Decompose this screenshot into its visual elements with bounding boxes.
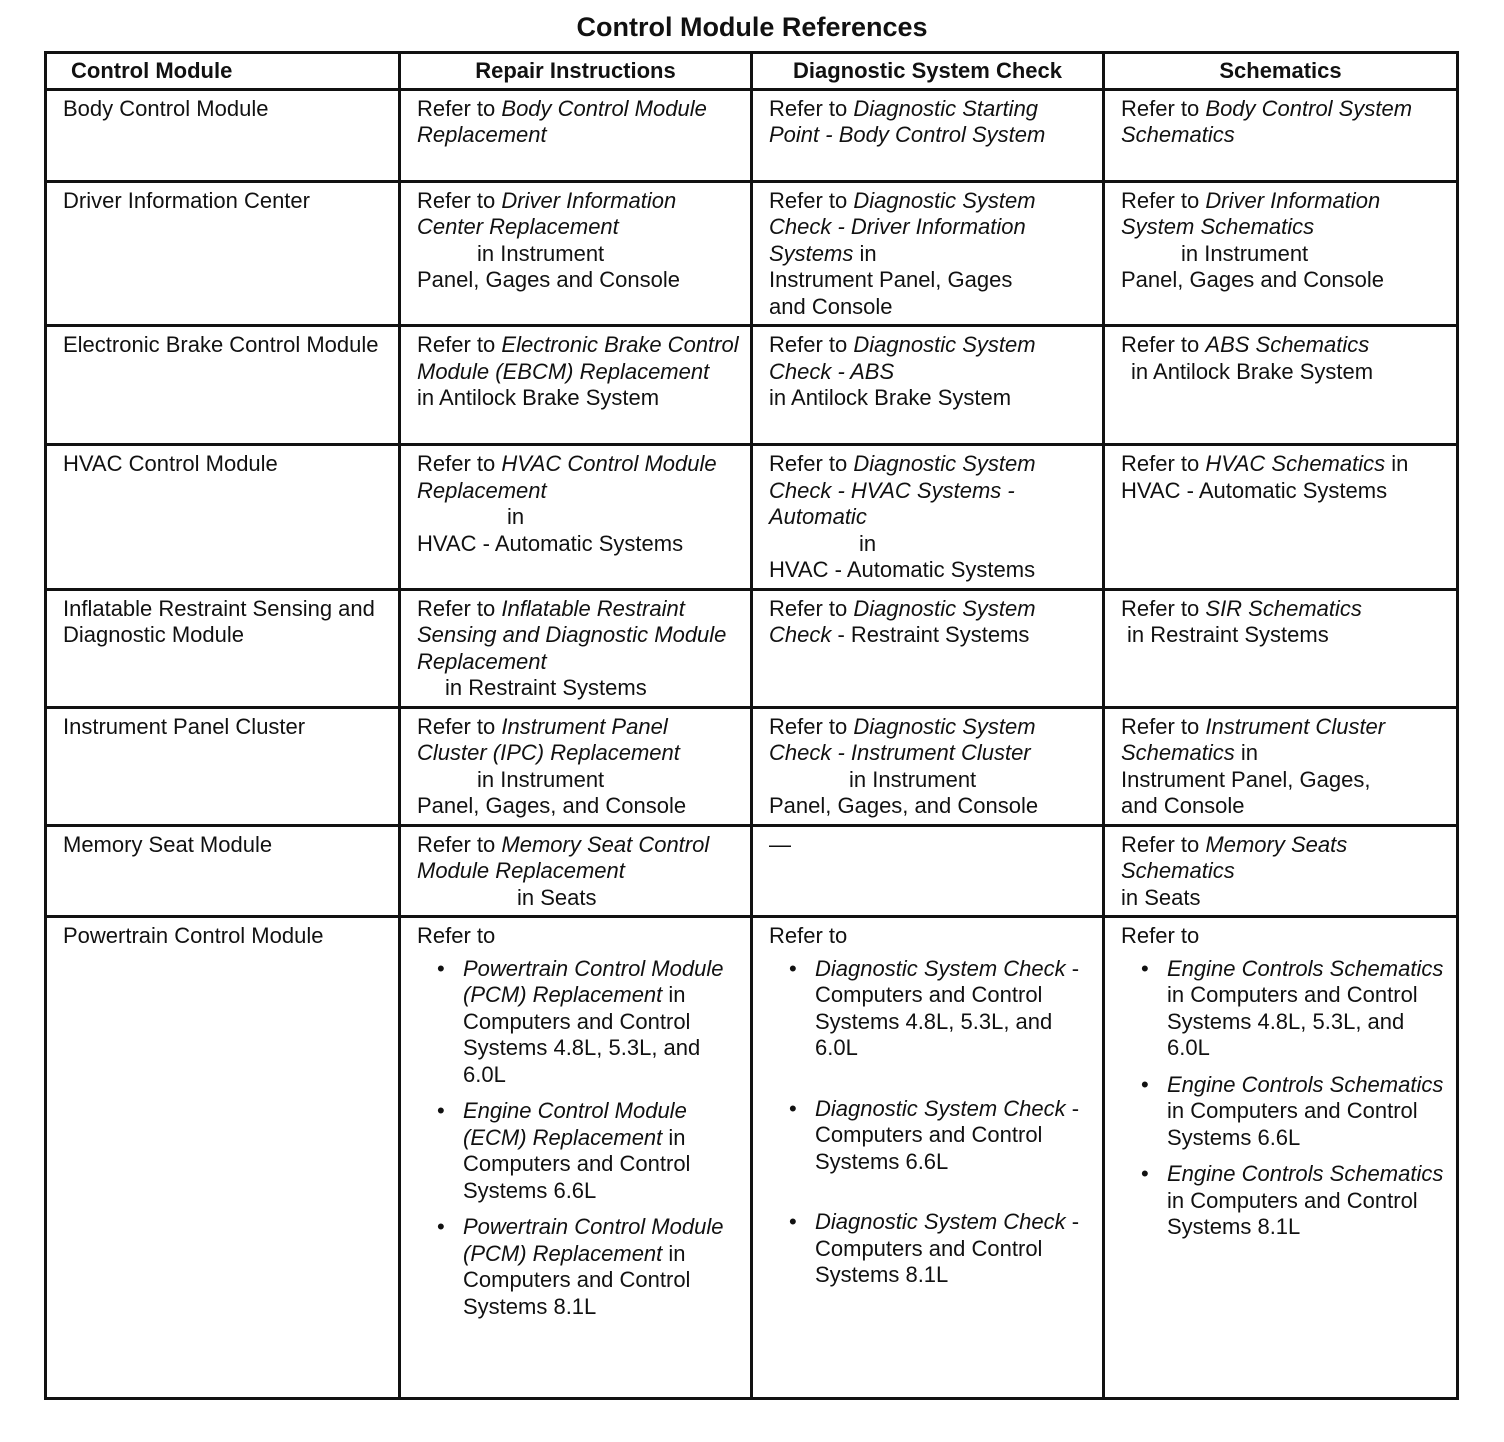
diag-link[interactable]: Diagnostic System Check - ABS — [769, 332, 1036, 384]
header-control-module: Control Module — [46, 53, 400, 90]
module-name: Powertrain Control Module — [46, 917, 400, 1399]
header-diagnostic-system-check: Diagnostic System Check — [752, 53, 1104, 90]
repair-link[interactable]: Memory Seat Control Module Replacement — [417, 831, 710, 883]
table-row — [46, 181, 1458, 326]
diag-link[interactable]: Diagnostic System Check — [815, 1209, 1066, 1234]
module-name: Driver Information Center — [46, 181, 400, 326]
table-row — [46, 825, 1458, 917]
repair-link[interactable]: Powertrain Control Module (PCM) Replacement — [463, 955, 724, 1007]
diag-cell: Refer to Diagnostic System Check - HVAC Systems - Automatic in HVAC - Automatic Systems — [752, 445, 1104, 590]
repair-link[interactable]: Inflatable Restraint Sensing and Diagnostic Module Replacement — [417, 595, 727, 674]
schem-cell: Refer to • Engine Controls Schematics in Computers and Control Systems 4.8L, 5.3L, and 6.0L • Engine Controls Schematics in Computers and Control Systems 6.6L • Engine Controls Schematics in Computers and Control Systems 8.1L — [1104, 917, 1458, 1399]
schem-link[interactable]: SIR Schematics — [1205, 595, 1362, 621]
diag-cell: Refer to • Diagnostic System Check - Computers and Control Systems 4.8L, 5.3L, and 6.0L • Diagnostic System Check - Computers and Control Systems 6.6L • Diagnostic System Check - Computers and Control Systems 8.1L — [752, 917, 1104, 1399]
diag-link[interactable]: Diagnostic System Check - Instrument Cluster — [769, 713, 1036, 765]
empty-dash: — — [769, 831, 791, 857]
repair-cell: Refer to HVAC Control Module Replacement in HVAC - Automatic Systems — [400, 445, 752, 590]
schem-cell: Refer to Driver Information System Schematics in Instrument Panel, Gages and Console — [1104, 181, 1458, 326]
repair-cell: Refer to Inflatable Restraint Sensing and Diagnostic Module Replacement in Restraint Systems — [400, 589, 752, 707]
diag-cell: Refer to Diagnostic System Check - ABS in Antilock Brake System — [752, 326, 1104, 445]
diag-cell: Refer to Diagnostic System Check - Driver Information Systems in Instrument Panel, Gages and Console — [752, 181, 1104, 326]
table-row — [46, 917, 1458, 1399]
schem-link[interactable]: Memory Seats Schematics — [1121, 831, 1348, 883]
diag-link[interactable]: Diagnostic System Check — [815, 1095, 1066, 1121]
repair-link[interactable]: HVAC Control Module Replacement — [417, 451, 717, 503]
module-name: HVAC Control Module — [46, 445, 400, 590]
table-row — [46, 707, 1458, 825]
header-schematics: Schematics — [1104, 53, 1458, 90]
schem-cell: Refer to Instrument Cluster Schematics in Instrument Panel, Gages, and Console — [1104, 707, 1458, 825]
list-item: • Powertrain Control Module (PCM) Replacement in Computers and Control Systems 8.1L — [417, 1214, 742, 1320]
list-item: • Diagnostic System Check - Computers and Control Systems 6.6L — [769, 1096, 1094, 1176]
repair-bullet-list — [417, 956, 742, 1321]
list-item: • Diagnostic System Check - Computers and Control Systems 4.8L, 5.3L, and 6.0L — [769, 956, 1094, 1062]
schem-link[interactable]: Engine Controls Schematics — [1167, 955, 1444, 981]
table-row — [46, 89, 1458, 181]
diag-link[interactable]: Diagnostic System Check — [815, 955, 1066, 981]
schem-link[interactable]: Engine Controls Schematics — [1167, 1161, 1444, 1186]
schem-cell: Refer to Body Control System Schematics — [1104, 89, 1458, 181]
module-name: Body Control Module — [46, 89, 400, 181]
diag-cell — [752, 825, 1104, 917]
list-item: • Diagnostic System Check - Computers and Control Systems 8.1L — [769, 1209, 1094, 1289]
repair-cell: Refer to • Powertrain Control Module (PCM) Replacement in Computers and Control Systems 4.8L, 5.3L, and 6.0L • Engine Control Module (ECM) Replacement in Computers and Control Systems 6.6L • Powertrain Control Module (PCM) Replacement in Computers and Control Systems 8.1L — [400, 917, 752, 1399]
diag-link[interactable]: Diagnostic System Check - Driver Information Systems — [769, 187, 1036, 266]
repair-link[interactable]: Instrument Panel Cluster (IPC) Replacement — [417, 713, 680, 765]
diag-cell: Refer to Diagnostic System Check - Restraint Systems — [752, 589, 1104, 707]
header-row — [46, 53, 1458, 90]
repair-cell: Refer to Memory Seat Control Module Replacement in Seats — [400, 825, 752, 917]
diag-bullet-list — [769, 956, 1094, 1289]
module-name: Electronic Brake Control Module — [46, 326, 400, 445]
repair-cell: Refer to Electronic Brake Control Module (EBCM) Replacement in Antilock Brake System — [400, 326, 752, 445]
diag-link[interactable]: Diagnostic Starting Point - Body Control System — [769, 95, 1046, 147]
list-item: • Engine Controls Schematics in Computers and Control Systems 4.8L, 5.3L, and 6.0L — [1121, 956, 1448, 1062]
module-name: Memory Seat Module — [46, 825, 400, 917]
repair-link[interactable]: Powertrain Control Module (PCM) Replacement — [463, 1214, 724, 1266]
list-item: • Engine Controls Schematics in Computers and Control Systems 8.1L — [1121, 1161, 1448, 1241]
schem-cell: Refer to Memory Seats Schematics in Seats — [1104, 825, 1458, 917]
list-item: • Engine Control Module (ECM) Replacement in Computers and Control Systems 6.6L — [417, 1098, 742, 1204]
schem-link[interactable]: Engine Controls Schematics — [1167, 1071, 1444, 1097]
schem-cell: Refer to SIR Schematics in Restraint Systems — [1104, 589, 1458, 707]
schem-link[interactable]: Instrument Cluster Schematics — [1121, 713, 1386, 765]
schem-cell: Refer to HVAC Schematics in HVAC - Automatic Systems — [1104, 445, 1458, 590]
header-repair-instructions: Repair Instructions — [400, 53, 752, 90]
repair-cell: Refer to Body Control Module Replacement — [400, 89, 752, 181]
repair-cell: Refer to Instrument Panel Cluster (IPC) Replacement in Instrument Panel, Gages, and Console — [400, 707, 752, 825]
list-item: • Engine Controls Schematics in Computers and Control Systems 6.6L — [1121, 1072, 1448, 1152]
schem-link[interactable]: ABS Schematics — [1205, 332, 1370, 357]
repair-link[interactable]: Engine Control Module (ECM) Replacement — [463, 1098, 687, 1150]
control-module-table — [44, 51, 1459, 1400]
repair-link[interactable]: Body Control Module Replacement — [417, 95, 707, 147]
diag-link[interactable]: Diagnostic System Check - HVAC Systems - Automatic — [769, 451, 1036, 529]
table-row — [46, 326, 1458, 445]
schem-link[interactable]: HVAC Schematics — [1205, 451, 1386, 476]
module-name: Instrument Panel Cluster — [46, 707, 400, 825]
page-title: Control Module References — [576, 12, 928, 42]
diag-cell: Refer to Diagnostic Starting Point - Body Control System — [752, 89, 1104, 181]
diag-cell: Refer to Diagnostic System Check - Instrument Cluster in Instrument Panel, Gages, and Console — [752, 707, 1104, 825]
repair-cell: Refer to Driver Information Center Replacement in Instrument Panel, Gages and Console — [400, 181, 752, 326]
list-item: • Powertrain Control Module (PCM) Replacement in Computers and Control Systems 4.8L, 5.3L, and 6.0L — [417, 956, 742, 1089]
module-name: Inflatable Restraint Sensing and Diagnostic Module — [46, 589, 400, 707]
diag-link[interactable]: Diagnostic System Check — [769, 595, 1036, 647]
schem-bullet-list — [1121, 956, 1448, 1241]
schem-link[interactable]: Body Control System Schematics — [1121, 95, 1413, 147]
repair-link[interactable]: Driver Information Center Replacement — [417, 187, 677, 239]
schem-link[interactable]: Driver Information System Schematics — [1121, 187, 1381, 239]
repair-link[interactable]: Electronic Brake Control Module (EBCM) Replacement — [417, 332, 739, 384]
table-row — [46, 589, 1458, 707]
schem-cell: Refer to ABS Schematics in Antilock Brake System — [1104, 326, 1458, 445]
table-row — [46, 445, 1458, 590]
